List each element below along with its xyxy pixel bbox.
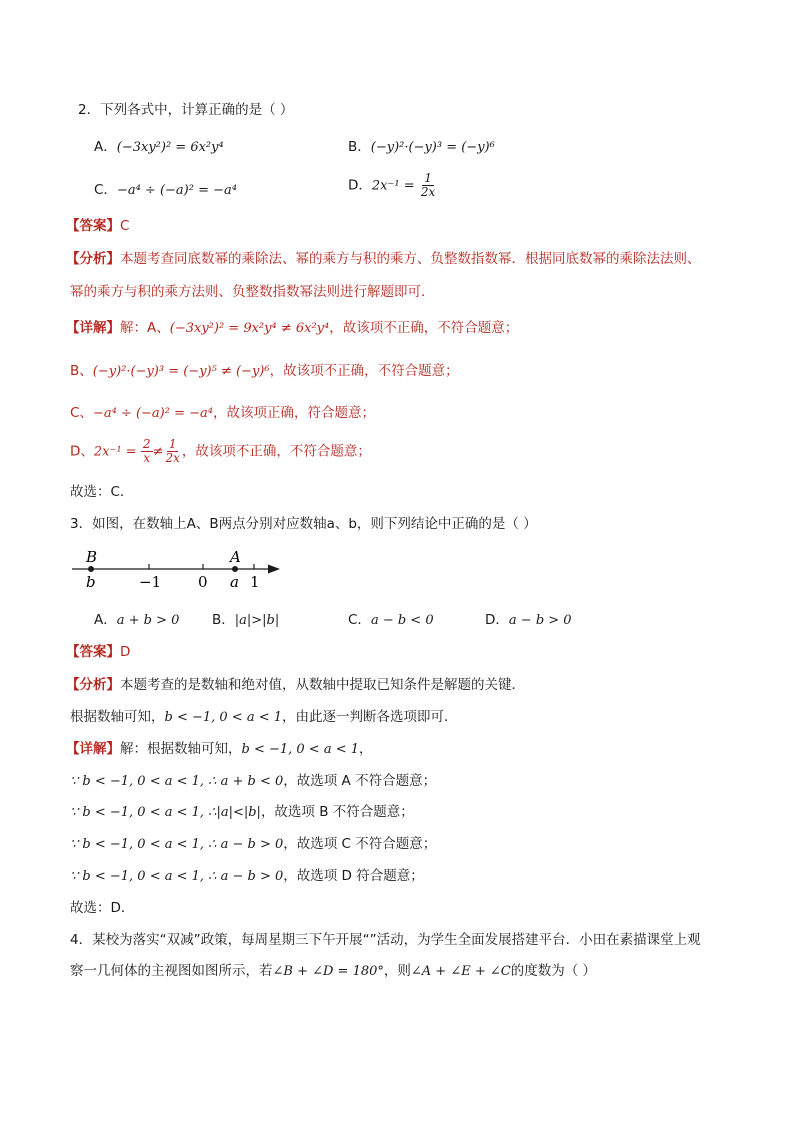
number-line-arrow [268,565,280,574]
q2-detail-tag: 【详解】 [66,320,120,336]
q3-detail-line-4 [70,834,436,855]
q2-option-a-expr: (−3xy²)² = 6x²y⁴ [116,140,224,155]
q4-stem-2-pre: 察一几何体的主视图如图所示，若 [70,963,273,979]
q4-stem-2-expr1: ∠B + ∠D = 180° [272,964,384,979]
q2-detail-d-denominator-2: 2x [165,451,180,465]
q2-option-d[interactable] [348,172,437,199]
label-point-a: A [230,548,241,566]
q3-analysis-line-1 [66,675,525,695]
q4-stem-line-2 [70,961,596,982]
q3-option-c[interactable] [348,610,434,631]
q3-option-b-expr: |a|>|b| [234,613,280,628]
q3-detail-4-expr: ∵ b < −1, 0 < a < 1, ∴ a − b > 0 [70,837,284,852]
label-one: 1 [250,573,260,591]
q3-detail-line-5 [70,866,424,887]
q2-analysis-line-2: 幂的乘方与积的乘方法则、负整数指数幂法则进行解题即可． [70,284,435,300]
q4-stem-2-expr2: ∠A + ∠E + ∠C [410,964,511,979]
q2-detail-b-post: ，故该项不正确，不符合题意； [269,363,459,379]
q3-analysis-line-2 [70,707,458,728]
q2-detail-d-fraction-1 [141,438,153,465]
label-point-b: B [86,548,98,566]
q3-detail-2-expr: ∵ b < −1, 0 < a < 1, ∴ a + b < 0 [70,774,284,789]
q3-number-line [60,544,290,594]
q3-option-d-label: D． [485,612,509,628]
q2-answer-value: C [120,218,130,234]
q2-detail-c [70,403,375,424]
q2-stem: 2．下列各式中，计算正确的是（ ） [78,102,294,118]
q3-option-d[interactable] [485,610,572,631]
q3-option-d-expr: a − b > 0 [508,613,572,628]
q2-option-d-fraction [419,172,437,199]
q3-analysis-tag: 【分析】 [66,677,120,693]
q2-option-b[interactable] [348,137,495,158]
q3-option-a-label: A． [94,612,117,628]
q3-detail-3-post: ，故选项 B 不符合题意； [260,804,414,820]
q3-detail-2-post: ，故选项 A 不符合题意； [283,773,437,789]
point-a-dot [232,566,238,572]
q3-option-c-expr: a − b < 0 [370,613,434,628]
q3-option-a[interactable] [94,610,179,631]
q3-detail-line-2 [70,771,436,792]
q2-detail-a-post: ，故该项不正确，不符合题意； [329,320,519,336]
q3-analysis-2-expr: b < −1, 0 < a < 1 [164,710,283,725]
q2-detail-b-expr: (−y)²·(−y)³ = (−y)⁵ ≠ (−y)⁶ [92,364,270,379]
q4-stem-2-post: 的度数为（ ） [510,963,597,979]
point-b-dot [88,566,94,572]
q2-option-d-denominator: 2x [420,185,436,199]
q3-detail-3-expr: ∵ b < −1, 0 < a < 1, ∴|a|<|b| [70,805,261,820]
q3-analysis-text-1: 本题考查的是数轴和绝对值，从数轴中提取已知条件是解题的关键． [120,677,525,693]
label-b: b [86,573,96,591]
q3-detail-5-expr: ∵ b < −1, 0 < a < 1, ∴ a − b > 0 [70,869,284,884]
label-minus-one: −1 [139,573,162,591]
q2-detail-c-expr: −a⁴ ÷ (−a)² = −a⁴ [92,406,213,421]
q2-detail-d-numerator-1: 2 [142,437,151,451]
q3-detail-tag: 【详解】 [66,741,120,757]
q3-option-b-label: B． [212,612,235,628]
q2-detail-a-expr: (−3xy²)² = 9x²y⁴ ≠ 6x²y⁴ [169,321,330,336]
q3-option-c-label: C． [348,612,371,628]
q2-detail-d-expr: 2x⁻¹ = [93,444,137,460]
q2-option-c[interactable] [94,180,237,201]
q2-option-d-expr: 2x⁻¹ = [371,178,415,194]
q2-detail-a-pre: 解：A、 [120,320,170,336]
q3-stem: 3．如图，在数轴上A、B两点分别对应数轴a、b，则下列结论中正确的是（ ） [70,516,537,532]
q2-detail-d-fraction-2 [163,438,181,465]
q3-detail-line-3 [70,802,414,823]
q2-option-a[interactable] [94,137,224,158]
q3-detail-1-post: ， [359,741,373,757]
q2-analysis-text-1: 本题考查同底数幂的乘除法、幂的乘方与积的乘方、负整数指数幂．根据同底数幂的乘除法法则、 [120,251,701,267]
q4-stem-line-1: 4．某校为落实“双减”政策，每周星期三下午开展“”活动，为学生全面发展搭建平台．小田在素描课堂上观 [70,932,701,948]
q3-detail-1-pre: 解：根据数轴可知， [120,741,242,757]
q2-analysis-line-1 [66,249,701,269]
q2-option-b-label: B． [348,139,371,155]
q2-detail-d-pre: D、 [70,443,94,460]
q3-answer-value: D [120,644,131,660]
q2-option-c-expr: −a⁴ ÷ (−a)² = −a⁴ [116,183,237,198]
q2-option-d-label: D． [348,177,372,194]
q3-option-b[interactable] [212,610,279,631]
q2-detail-d [70,438,371,465]
q2-detail-c-post: ，故该项正确，符合题意； [212,405,375,421]
q3-choose: 故选：D． [70,900,135,916]
q2-answer [66,216,129,236]
q2-detail-a [66,318,518,339]
q4-stem-2-mid: ，则 [383,963,411,979]
q2-option-b-expr: (−y)²·(−y)³ = (−y)⁶ [370,140,495,155]
q2-detail-c-pre: C、 [70,405,93,421]
q3-detail-4-post: ，故选项 C 不符合题意； [283,836,437,852]
q3-detail-1-expr: b < −1, 0 < a < 1 [241,742,360,757]
q2-option-c-label: C． [94,182,117,198]
q2-detail-d-neq: ≠ [152,444,164,460]
label-a: a [230,573,239,591]
q3-analysis-2-pre: 根据数轴可知， [70,709,165,725]
q3-analysis-2-post: ，由此逐一判断各选项即可． [282,709,458,725]
q2-detail-b [70,361,459,382]
q2-analysis-tag: 【分析】 [66,251,120,267]
q3-answer [66,642,130,662]
q2-detail-d-post: ，故该项不正确，不符合题意； [181,443,371,460]
q2-detail-b-pre: B、 [70,363,93,379]
q2-answer-tag: 【答案】 [66,218,120,234]
q2-detail-d-numerator-2: 1 [168,437,177,451]
q3-detail-line-1 [66,739,373,760]
q2-option-a-label: A． [94,139,117,155]
q2-detail-d-denominator-1: x [143,451,151,465]
q2-choose: 故选：C． [70,484,134,500]
label-zero: 0 [198,573,208,591]
q3-detail-5-post: ，故选项 D 符合题意； [283,868,424,884]
q2-option-d-numerator: 1 [424,171,432,185]
q3-option-a-expr: a + b > 0 [116,613,180,628]
q3-answer-tag: 【答案】 [66,644,120,660]
